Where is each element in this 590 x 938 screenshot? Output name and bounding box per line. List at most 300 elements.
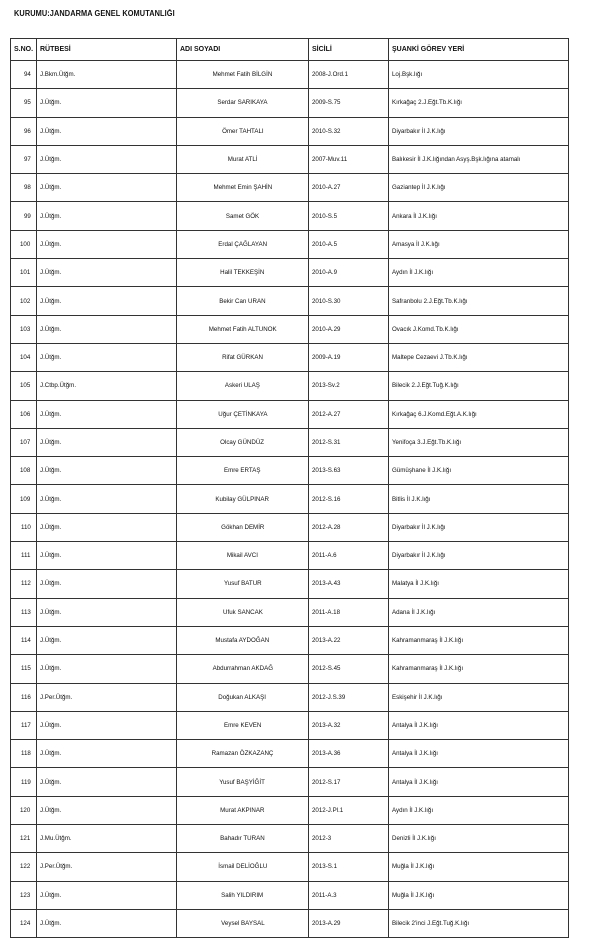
cell-rank-text: J.Ütğm. — [40, 156, 62, 164]
cell-serial-no-text: 110 — [20, 523, 31, 531]
cell-current-post-text: Aydın İl J.K.lığı — [392, 269, 434, 277]
cell-serial-no-text: 109 — [20, 495, 31, 503]
cell-registry-text: 2013-S.1 — [312, 863, 338, 871]
table-row — [11, 343, 569, 371]
cell-current-post — [389, 315, 569, 343]
cell-serial-no-text: 120 — [20, 806, 31, 814]
cell-rank — [37, 202, 177, 230]
cell-full-name-text: Erdal ÇAĞLAYAN — [218, 240, 267, 248]
column-header-name: ADI SOYADI — [177, 39, 309, 61]
cell-rank-text: J.Ütğm. — [40, 920, 62, 928]
cell-rank-text: J.Ütğm. — [40, 354, 62, 362]
cell-full-name — [177, 372, 309, 400]
cell-current-post-text: Kahramanmaraş İl J.K.lığı — [392, 665, 464, 673]
cell-full-name-text: Mustafa AYDOĞAN — [215, 637, 270, 645]
cell-serial-no — [11, 598, 37, 626]
cell-serial-no — [11, 145, 37, 173]
cell-rank-text: J.Ctbp.Ütğm. — [40, 382, 77, 390]
cell-current-post-text: Muğla İl J.K.lığı — [392, 863, 435, 871]
cell-full-name-text: Veysel BAYSAL — [220, 920, 265, 928]
table-row — [11, 853, 569, 881]
cell-rank — [37, 740, 177, 768]
cell-serial-no — [11, 457, 37, 485]
cell-registry-text: 2010-A.27 — [312, 184, 341, 192]
cell-current-post — [389, 457, 569, 485]
cell-registry-text: 2012-S.45 — [312, 665, 341, 673]
cell-current-post — [389, 117, 569, 145]
cell-full-name — [177, 542, 309, 570]
cell-full-name-text: İsmail DELİOĞLU — [217, 863, 268, 871]
cell-rank-text: J.Ütğm. — [40, 580, 62, 588]
cell-registry-text: 2009-A.19 — [312, 354, 341, 362]
cell-rank-text: J.Ütğm. — [40, 269, 62, 277]
cell-serial-no — [11, 513, 37, 541]
cell-rank-text: J.Ütğm. — [40, 552, 62, 560]
cell-current-post — [389, 853, 569, 881]
cell-current-post — [389, 598, 569, 626]
cell-registry — [309, 202, 389, 230]
cell-rank — [37, 89, 177, 117]
cell-registry-text: 2012-A.28 — [312, 523, 341, 531]
cell-rank — [37, 230, 177, 258]
cell-full-name — [177, 230, 309, 258]
column-header-rank: RÜTBESİ — [37, 39, 177, 61]
cell-rank-text: J.Ütğm. — [40, 495, 62, 503]
cell-serial-no-text: 121 — [20, 835, 31, 843]
column-header-no: S.NO. — [11, 39, 37, 61]
cell-serial-no — [11, 428, 37, 456]
cell-full-name — [177, 145, 309, 173]
cell-rank — [37, 174, 177, 202]
cell-rank-text: J.Per.Ütğm. — [40, 693, 73, 701]
cell-rank-text: J.Ütğm. — [40, 806, 62, 814]
table-row — [11, 570, 569, 598]
table-row — [11, 89, 569, 117]
table-row — [11, 145, 569, 173]
cell-current-post-text: Muğla İl J.K.lığı — [392, 891, 435, 899]
cell-full-name-text: Askeri ULAŞ — [224, 382, 261, 390]
cell-full-name — [177, 683, 309, 711]
cell-current-post — [389, 542, 569, 570]
cell-current-post-text: Maltepe Cezaevi J.Tb.K.lığı — [392, 354, 468, 362]
cell-rank — [37, 61, 177, 89]
cell-serial-no-text: 100 — [20, 240, 31, 248]
table-row — [11, 174, 569, 202]
cell-registry — [309, 174, 389, 202]
cell-registry — [309, 117, 389, 145]
cell-rank-text: J.Ütğm. — [40, 240, 62, 248]
table-row — [11, 796, 569, 824]
table-row — [11, 881, 569, 909]
cell-registry-text: 2012-3 — [312, 835, 332, 843]
cell-full-name — [177, 796, 309, 824]
cell-registry-text: 2012-S.16 — [312, 495, 341, 503]
cell-full-name-text: Mehmet Emin ŞAHİN — [213, 184, 272, 192]
cell-rank-text: J.Ütğm. — [40, 99, 62, 107]
cell-current-post-text: Kırkağaç 6.J.Komd.Eğt.A.K.lığı — [392, 410, 477, 418]
cell-rank — [37, 372, 177, 400]
cell-rank — [37, 881, 177, 909]
cell-current-post-text: Adana İl J.K.lığı — [392, 608, 436, 616]
cell-rank-text: J.Ütğm. — [40, 127, 62, 135]
cell-current-post-text: Diyarbakır İl J.K.lığı — [392, 127, 446, 135]
cell-current-post — [389, 655, 569, 683]
cell-serial-no-text: 113 — [20, 608, 31, 616]
cell-current-post — [389, 230, 569, 258]
cell-full-name-text: Mehmet Fatih ALTUNOK — [208, 325, 277, 333]
cell-current-post — [389, 145, 569, 173]
cell-registry-text: 2010-S.30 — [312, 297, 341, 305]
cell-current-post — [389, 683, 569, 711]
cell-registry-text: 2011-A.3 — [312, 891, 337, 899]
cell-current-post-text: Bilecik 2'inci J.Eğt.Tuğ.K.lığı — [392, 920, 470, 928]
cell-rank — [37, 655, 177, 683]
cell-serial-no — [11, 825, 37, 853]
cell-rank-text: J.Ütğm. — [40, 467, 62, 475]
cell-full-name-text: Rifat GÜRKAN — [222, 354, 263, 362]
table-row — [11, 457, 569, 485]
cell-registry-text: 2013-A.36 — [312, 750, 341, 758]
cell-serial-no — [11, 61, 37, 89]
cell-full-name — [177, 909, 309, 937]
cell-registry — [309, 853, 389, 881]
cell-serial-no-text: 98 — [23, 184, 31, 192]
cell-serial-no — [11, 89, 37, 117]
cell-serial-no — [11, 117, 37, 145]
cell-current-post-text: Gümüşhane İl J.K.lığı — [392, 467, 452, 475]
cell-full-name-text: Bahadır TURAN — [220, 835, 265, 843]
cell-rank-text: J.Ütğm. — [40, 891, 62, 899]
cell-registry — [309, 372, 389, 400]
cell-rank — [37, 825, 177, 853]
cell-rank — [37, 287, 177, 315]
cell-registry — [309, 61, 389, 89]
cell-full-name-text: Yusuf BATUR — [223, 580, 262, 588]
cell-registry — [309, 626, 389, 654]
cell-registry — [309, 145, 389, 173]
cell-full-name — [177, 740, 309, 768]
cell-full-name — [177, 259, 309, 287]
table-row — [11, 428, 569, 456]
cell-serial-no — [11, 683, 37, 711]
cell-full-name — [177, 343, 309, 371]
cell-serial-no-text: 108 — [20, 467, 31, 475]
cell-registry-text: 2013-A.22 — [312, 637, 341, 645]
cell-serial-no — [11, 202, 37, 230]
cell-current-post — [389, 89, 569, 117]
table-row — [11, 711, 569, 739]
cell-registry-text: 2011-A.6 — [312, 552, 337, 560]
table-header — [11, 39, 569, 61]
cell-full-name-text: Uğur ÇETİNKAYA — [217, 410, 268, 418]
cell-full-name — [177, 457, 309, 485]
cell-rank — [37, 768, 177, 796]
cell-registry-text: 2010-A.5 — [312, 240, 338, 248]
cell-serial-no-text: 124 — [20, 920, 31, 928]
cell-full-name — [177, 768, 309, 796]
cell-full-name-text: Emre ERTAŞ — [224, 467, 261, 475]
table-body — [11, 61, 569, 938]
cell-rank-text: J.Ütğm. — [40, 184, 62, 192]
cell-rank — [37, 513, 177, 541]
cell-current-post — [389, 343, 569, 371]
table-row — [11, 230, 569, 258]
cell-full-name-text: Halil TEKKEŞİN — [220, 269, 265, 277]
cell-registry — [309, 570, 389, 598]
cell-current-post — [389, 909, 569, 937]
cell-serial-no — [11, 174, 37, 202]
cell-serial-no — [11, 287, 37, 315]
cell-registry-text: 2013-Sv.2 — [312, 382, 340, 390]
cell-full-name-text: Samet GÖK — [225, 212, 260, 220]
cell-full-name — [177, 315, 309, 343]
cell-full-name-text: Doğukan ALKAŞI — [218, 693, 267, 701]
cell-current-post — [389, 570, 569, 598]
cell-full-name — [177, 485, 309, 513]
table-row — [11, 485, 569, 513]
table-row — [11, 117, 569, 145]
cell-registry — [309, 683, 389, 711]
page-title: KURUMU:JANDARMA GENEL KOMUTANLIĞI — [14, 9, 175, 18]
cell-serial-no-text: 99 — [23, 212, 31, 220]
cell-full-name — [177, 202, 309, 230]
cell-registry-text: 2007-Muv.11 — [312, 156, 348, 164]
table-row — [11, 61, 569, 89]
cell-current-post — [389, 174, 569, 202]
cell-rank-text: J.Ütğm. — [40, 750, 62, 758]
cell-serial-no — [11, 740, 37, 768]
cell-serial-no-text: 105 — [20, 382, 31, 390]
cell-full-name — [177, 570, 309, 598]
cell-current-post-text: Bitlis İl J.K.lığı — [392, 495, 431, 503]
cell-rank — [37, 315, 177, 343]
cell-serial-no — [11, 315, 37, 343]
cell-current-post-text: Kahramanmaraş İl J.K.lığı — [392, 637, 464, 645]
cell-rank — [37, 853, 177, 881]
cell-serial-no — [11, 881, 37, 909]
table-row — [11, 513, 569, 541]
cell-rank — [37, 145, 177, 173]
cell-full-name — [177, 400, 309, 428]
cell-rank — [37, 796, 177, 824]
cell-registry — [309, 230, 389, 258]
cell-serial-no — [11, 711, 37, 739]
cell-full-name-text: Ufuk SANCAK — [222, 608, 263, 616]
cell-rank-text: J.Ütğm. — [40, 325, 62, 333]
cell-current-post-text: Aydın İl J.K.lığı — [392, 806, 434, 814]
table-row — [11, 825, 569, 853]
cell-full-name-text: Mikail AVCI — [226, 552, 259, 560]
cell-current-post-text: Loj.Bşk.lığı — [392, 71, 423, 79]
cell-rank — [37, 626, 177, 654]
table-row — [11, 768, 569, 796]
cell-rank — [37, 117, 177, 145]
cell-full-name-text: Olcay GÜNDÜZ — [220, 439, 265, 446]
cell-full-name-text: Emre KEVEN — [223, 721, 262, 729]
cell-rank-text: J.Ütğm. — [40, 297, 62, 305]
cell-current-post-text: Safranbolu 2.J.Eğt.Tb.K.lığı — [392, 297, 468, 305]
cell-rank — [37, 457, 177, 485]
cell-current-post-text: Kırkağaç 2.J.Eğt.Tb.K.lığı — [392, 99, 463, 107]
cell-registry-text: 2009-S.75 — [312, 99, 341, 107]
cell-registry — [309, 542, 389, 570]
cell-full-name — [177, 655, 309, 683]
cell-serial-no — [11, 853, 37, 881]
cell-registry-text: 2012-S.17 — [312, 778, 341, 786]
cell-current-post-text: Antalya İl J.K.lığı — [392, 721, 439, 729]
cell-rank-text: J.Ütğm. — [40, 608, 62, 616]
cell-registry-text: 2008-J.Ord.1 — [312, 71, 349, 79]
cell-full-name — [177, 711, 309, 739]
cell-current-post — [389, 513, 569, 541]
cell-rank-text: J.Mu.Ütğm. — [40, 835, 72, 843]
cell-rank — [37, 485, 177, 513]
cell-serial-no — [11, 796, 37, 824]
cell-full-name-text: Yusuf BAŞYİĞİT — [219, 778, 266, 786]
cell-serial-no-text: 96 — [23, 127, 31, 135]
cell-serial-no-text: 114 — [20, 637, 31, 645]
cell-full-name — [177, 513, 309, 541]
cell-serial-no-text: 101 — [20, 269, 31, 277]
cell-serial-no — [11, 570, 37, 598]
column-header-current-post: ŞUANKİ GÖREV YERİ — [389, 39, 569, 61]
cell-serial-no-text: 111 — [21, 552, 31, 560]
cell-full-name — [177, 428, 309, 456]
table-row — [11, 683, 569, 711]
cell-rank-text: J.Ütğm. — [40, 439, 62, 446]
cell-registry-text: 2010-S.32 — [312, 127, 341, 135]
table-row — [11, 372, 569, 400]
cell-registry-text: 2013-S.63 — [312, 467, 341, 475]
cell-serial-no-text: 107 — [20, 439, 31, 446]
cell-rank — [37, 570, 177, 598]
cell-registry-text: 2012-J.Pl.1 — [312, 806, 344, 814]
cell-registry-text: 2013-A.32 — [312, 721, 341, 729]
cell-current-post-text: Gaziantep İl J.K.lığı — [392, 184, 446, 192]
cell-full-name-text: Gökhan DEMİR — [220, 523, 265, 531]
cell-current-post-text: Antalya İl J.K.lığı — [392, 750, 439, 758]
cell-serial-no — [11, 485, 37, 513]
cell-full-name — [177, 174, 309, 202]
cell-serial-no-text: 97 — [23, 156, 31, 164]
cell-current-post-text: Amasya İl J.K.lığı — [392, 240, 440, 248]
table-row — [11, 740, 569, 768]
cell-rank — [37, 683, 177, 711]
cell-full-name-text: Abdurrahman AKDAĞ — [212, 665, 273, 673]
cell-full-name-text: Serdar SARIKAYA — [217, 99, 268, 107]
cell-serial-no — [11, 230, 37, 258]
cell-registry — [309, 909, 389, 937]
cell-full-name — [177, 626, 309, 654]
cell-rank-text: J.Ütğm. — [40, 410, 62, 418]
cell-registry — [309, 315, 389, 343]
cell-full-name-text: Murat ATLİ — [227, 156, 258, 164]
cell-current-post — [389, 61, 569, 89]
cell-current-post — [389, 259, 569, 287]
cell-current-post — [389, 372, 569, 400]
cell-serial-no — [11, 768, 37, 796]
cell-serial-no-text: 119 — [20, 778, 31, 786]
cell-current-post-text: Antalya İl J.K.lığı — [392, 778, 439, 786]
cell-rank-text: J.Ütğm. — [40, 212, 62, 220]
cell-current-post — [389, 825, 569, 853]
cell-current-post-text: Diyarbakır İl J.K.lığı — [392, 552, 446, 560]
column-header-registry: SİCİLİ — [309, 39, 389, 61]
cell-serial-no-text: 123 — [20, 891, 31, 899]
cell-full-name-text: Mehmet Fatih BİLGİN — [212, 71, 273, 79]
cell-full-name — [177, 825, 309, 853]
cell-serial-no-text: 102 — [20, 297, 31, 305]
cell-registry — [309, 598, 389, 626]
cell-rank-text: J.Ütğm. — [40, 637, 62, 645]
cell-current-post — [389, 626, 569, 654]
cell-full-name — [177, 117, 309, 145]
cell-serial-no-text: 115 — [20, 665, 31, 673]
cell-current-post-text: Bilecik 2.J.Eğt.Tuğ.K.lığı — [392, 382, 459, 390]
cell-rank-text: J.Ütğm. — [40, 665, 62, 673]
table-row — [11, 909, 569, 937]
cell-registry-text: 2012-S.31 — [312, 439, 341, 446]
cell-current-post-text: Balıkesir İl J.K.lığından Asyş.Bşk.lığına atamalı — [392, 156, 521, 164]
cell-serial-no — [11, 542, 37, 570]
cell-registry-text: 2013-A.29 — [312, 920, 341, 928]
cell-rank — [37, 259, 177, 287]
cell-serial-no — [11, 655, 37, 683]
cell-full-name — [177, 89, 309, 117]
cell-current-post — [389, 768, 569, 796]
cell-current-post-text: Diyarbakır İl J.K.lığı — [392, 523, 446, 531]
cell-serial-no — [11, 909, 37, 937]
cell-serial-no-text: 118 — [20, 750, 31, 758]
cell-registry — [309, 513, 389, 541]
cell-rank — [37, 598, 177, 626]
cell-serial-no — [11, 400, 37, 428]
table-row — [11, 655, 569, 683]
cell-registry — [309, 796, 389, 824]
cell-registry — [309, 457, 389, 485]
cell-rank — [37, 343, 177, 371]
cell-current-post — [389, 428, 569, 456]
cell-current-post — [389, 485, 569, 513]
cell-registry-text: 2010-A.9 — [312, 269, 338, 277]
cell-serial-no — [11, 343, 37, 371]
table-row — [11, 259, 569, 287]
table-row — [11, 598, 569, 626]
header-row — [11, 39, 569, 61]
cell-rank-text: J.Ütğm. — [40, 523, 62, 531]
table-row — [11, 315, 569, 343]
cell-registry — [309, 655, 389, 683]
cell-full-name — [177, 881, 309, 909]
cell-current-post-text: Malatya İl J.K.lığı — [392, 580, 440, 588]
cell-current-post-text: Ankara İl J.K.lığı — [392, 212, 437, 220]
cell-full-name — [177, 598, 309, 626]
cell-registry — [309, 428, 389, 456]
cell-full-name-text: Kubilay GÜLPINAR — [215, 495, 270, 503]
cell-registry — [309, 825, 389, 853]
cell-serial-no-text: 94 — [23, 71, 31, 79]
cell-full-name-text: Ramazan ÖZKAZANÇ — [211, 750, 274, 758]
cell-current-post-text: Eskişehir İl J.K.lığı — [392, 693, 443, 701]
cell-rank-text: J.Ütğm. — [40, 721, 62, 729]
cell-serial-no-text: 117 — [20, 721, 31, 729]
cell-registry — [309, 287, 389, 315]
cell-serial-no — [11, 259, 37, 287]
cell-registry — [309, 259, 389, 287]
cell-registry-text: 2011-A.18 — [312, 608, 341, 616]
cell-full-name — [177, 61, 309, 89]
cell-current-post — [389, 796, 569, 824]
